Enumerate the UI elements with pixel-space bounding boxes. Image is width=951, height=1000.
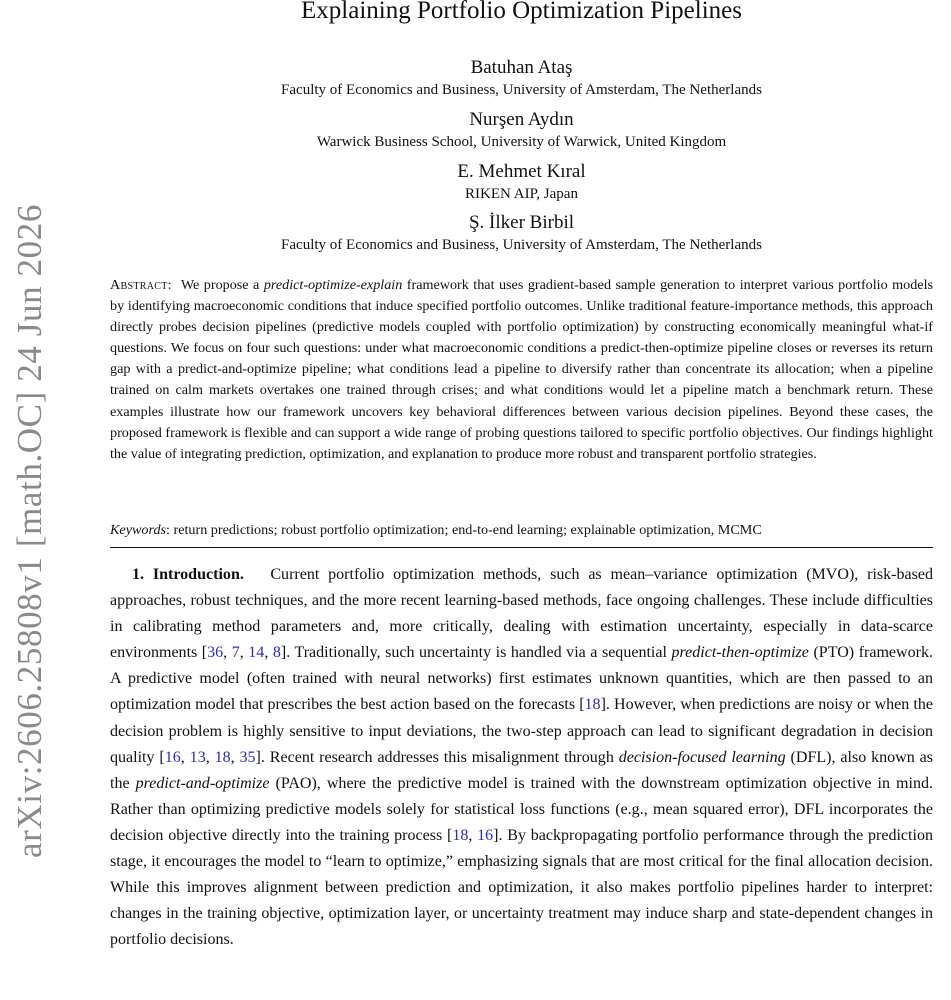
intro-text: ]. Traditionally, such uncertainty is handled via a sequential xyxy=(280,644,672,662)
citation-link[interactable]: 16 xyxy=(477,826,494,844)
author-block-1 xyxy=(110,56,933,100)
intro-emphasis: predict-and-optimize xyxy=(135,774,270,792)
author-affiliation: RIKEN AIP, Japan xyxy=(465,186,578,202)
citation-link[interactable]: 13 xyxy=(189,748,206,766)
author-name: Ş. İlker Birbil xyxy=(468,212,575,233)
abstract-heading: Abstract: xyxy=(110,277,172,293)
section-heading: 1. Introduction. xyxy=(132,566,244,583)
citation-link[interactable]: 36 xyxy=(207,644,224,662)
intro-emphasis: predict-then-optimize xyxy=(671,644,809,662)
author-affiliation: Faculty of Economics and Business, University of Amsterdam, The Netherlands xyxy=(281,82,762,98)
abstract xyxy=(110,275,933,465)
author-affiliation: Warwick Business School, University of Warwick, United Kingdom xyxy=(316,134,727,150)
arxiv-identifier: arXiv:2606.25808v1 [math.OC] 24 Jun 2026 xyxy=(10,204,49,858)
intro-text: (PAO), where the predictive model is trained with the downstream optimization objective in mind. Rather than optimizing predictive models solely for statistical loss functions (e.g., mean squared error), DFL incorporates the decision objective directly into the training process [ xyxy=(110,774,934,844)
intro-text: (PTO) framework. A predictive model (often trained with neural networks) first estimates unknown quantities, which are then passed to an optimization model that prescribes the best action based on the forecasts [ xyxy=(110,644,933,714)
citation-link[interactable]: 8 xyxy=(272,644,281,662)
intro-text: ]. However, when predictions are noisy or when the decision problem is highly sensitive to input deviations, the two-step approach can lead to significant degradation in decision quality [ xyxy=(110,696,933,766)
intro-emphasis: decision-focused learning xyxy=(618,748,786,766)
section-divider xyxy=(110,547,933,548)
intro-text: ]. Recent research addresses this misalignment through xyxy=(255,748,619,766)
abstract-emphasis: predict-optimize-explain xyxy=(263,277,403,293)
author-affiliation: Faculty of Economics and Business, University of Amsterdam, The Netherlands xyxy=(281,237,762,253)
citation-link[interactable]: 18 xyxy=(584,696,601,714)
citation-link[interactable]: 18 xyxy=(214,748,231,766)
intro-text: Current portfolio optimization methods, such as mean–variance optimization (MVO), risk-based approaches, robust techniques, and the more recent learning-based methods, face ongoing challenges. These include difficulties in calibrating method parameters and, more critically, dealing with estimation uncertainty, especially in data-scarce environments [ xyxy=(110,566,934,662)
author-name: Batuhan Ataş xyxy=(470,57,573,78)
abstract-text: framework that uses gradient-based sample generation to interpret various portfolio models by identifying macroeconomic conditions that induce specified portfolio outcomes. Unlike traditional feature-importance methods, this approach directly probes decision pipelines (predictive models coupled with portfolio optimization) by constructing economically meaningful what-if questions. We focus on four such questions: under what macroeconomic conditions a predict-then-optimize pipeline closes or reverses its return gap with a predict-and-optimize pipeline; what conditions lead a pipeline to diversify rather than concentrate its allocation; when a pipeline trained on calm markets overtakes one trained through crises; and what conditions would let a pipeline match a benchmark return. These examples illustrate how our framework uncovers key behavioral differences between various decision pipelines. Beyond these cases, the proposed framework is flexible and can support a wide range of probing questions tailored to specific portfolio objectives. Our findings highlight the value of integrating prediction, optimization, and explanation to produce more robust and transparent portfolio strategies. xyxy=(110,277,933,462)
author-block-4 xyxy=(110,211,933,255)
citation-link[interactable]: 18 xyxy=(452,826,469,844)
citation-link[interactable]: 35 xyxy=(239,748,256,766)
author-block-3 xyxy=(110,160,933,204)
author-name: E. Mehmet Kıral xyxy=(457,161,586,182)
author-name: Nurşen Aydın xyxy=(469,109,574,130)
citation-link[interactable]: 16 xyxy=(164,748,181,766)
introduction-section: 1. Introduction. Current portfolio optimization methods, such as mean–variance optimization (MVO), risk-based approaches, robust techniques, and the more recent learning-based methods, face ongoing challenges. These include difficulties in calibrating method parameters and, more critically, dealing with estimation uncertainty, especially in data-scarce environments [36, 7, 14, 8]. Traditionally, such uncertainty is handled via a sequential predict-then-optimize (PTO) framework. A predictive model (often trained with neural networks) first estimates unknown quantities, which are then passed to an optimization model that prescribes the best action based on the forecasts [18]. However, when predictions are noisy or when the decision problem is highly sensitive to input deviations, the two-step approach can lead to significant degradation in decision quality [16, 13, 18, 35]. Recent research addresses this misalignment through decision-focused learning (DFL), also known as the predict-and-optimize (PAO), where the predictive model is trained with the downstream optimization objective in mind. Rather than optimizing predictive models solely for statistical loss functions (e.g., mean squared error), DFL incorporates the decision objective directly into the training process [18, 16]. By backpropagating portfolio performance through the prediction stage, it encourages the model to “learn to optimize,” emphasizing signals that are most critical for the final allocation decision. While this improves alignment between prediction and optimization, it also makes portfolio pipelines harder to interpret: changes in the training objective, optimization layer, or uncertainty treatment may induce sharp and state-dependent changes in portfolio decisions. xyxy=(110,566,934,949)
intro-text: ]. By backpropagating portfolio performance through the prediction stage, it encourages the model to “learn to optimize,” emphasizing signals that are most critical for the final allocation decision. While this improves alignment between prediction and optimization, it also makes portfolio pipelines harder to interpret: changes in the training objective, optimization layer, or uncertainty treatment may induce sharp and state-dependent changes in portfolio decisions. xyxy=(110,826,933,949)
keywords-text: : return predictions; robust portfolio optimization; end-to-end learning; explainable optimization, MCMC xyxy=(166,522,762,538)
paper-title: Explaining Portfolio Optimization Pipelines xyxy=(301,0,742,24)
abstract-text: We propose a xyxy=(180,277,264,293)
citation-link[interactable]: 14 xyxy=(248,644,265,662)
intro-text: (DFL), also known as the xyxy=(110,748,933,792)
author-block-2 xyxy=(110,108,933,152)
keywords xyxy=(110,520,933,540)
keywords-label: Keywords xyxy=(110,522,167,538)
citation-link[interactable]: 7 xyxy=(231,644,240,662)
